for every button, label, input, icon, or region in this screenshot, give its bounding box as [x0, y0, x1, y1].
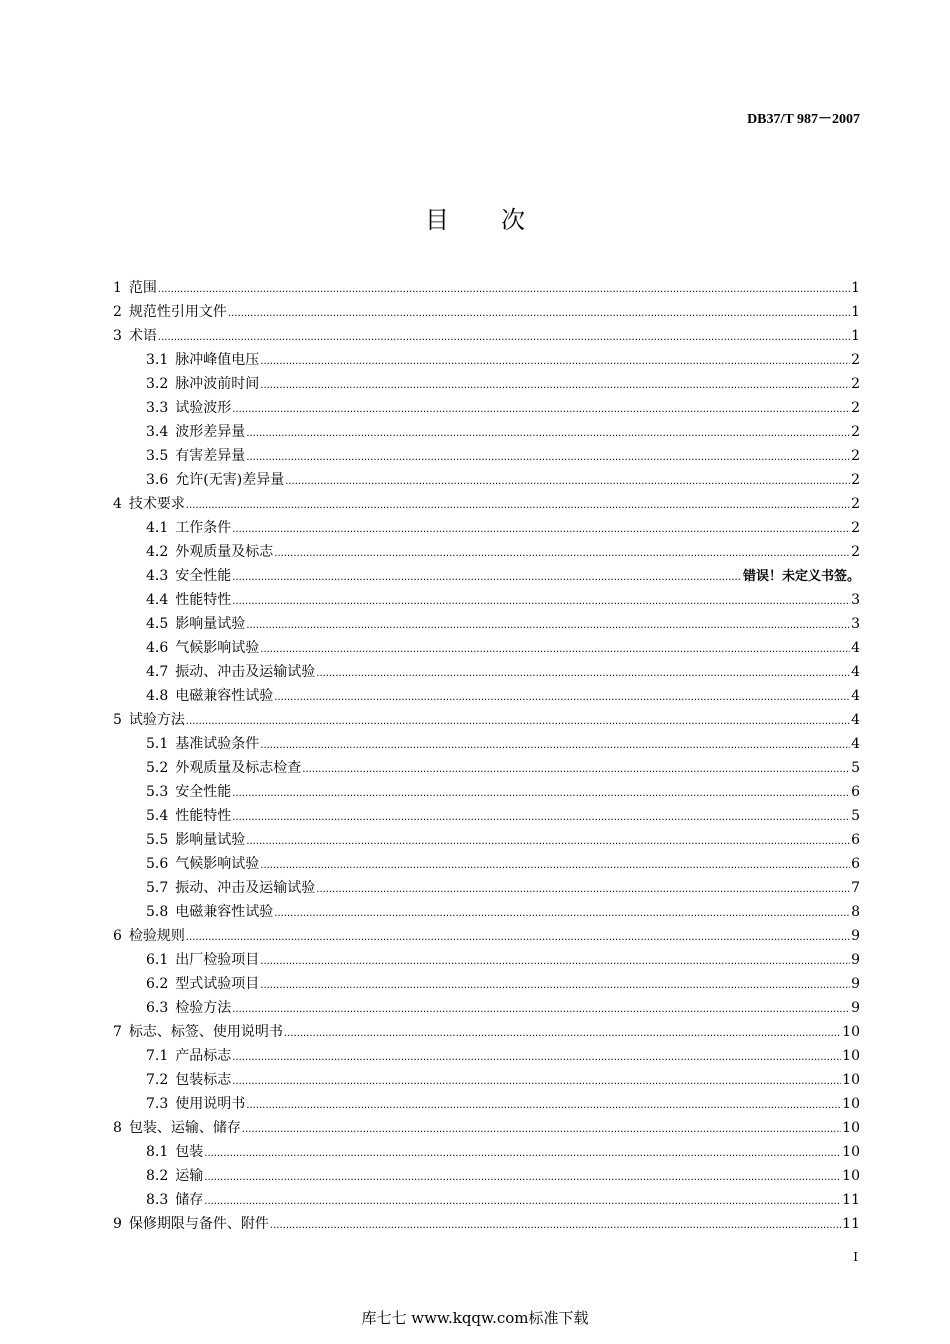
toc-entry[interactable]	[113, 828, 860, 852]
toc-entry-page: 9	[851, 952, 860, 968]
toc-entry[interactable]	[113, 468, 860, 492]
toc-entry[interactable]	[113, 300, 860, 324]
toc-entry-page: 4	[851, 664, 860, 680]
toc-entry-page: 1	[851, 328, 860, 344]
toc-entry-label: 气候影响试验	[175, 640, 260, 656]
toc-leader-dots	[246, 614, 850, 638]
toc-entry[interactable]	[113, 1164, 860, 1188]
toc-entry[interactable]	[113, 708, 860, 732]
toc-entry[interactable]	[113, 804, 860, 828]
toc-entry[interactable]	[113, 732, 860, 756]
toc-entry-page: 6	[851, 832, 860, 848]
toc-entry-page: 2	[851, 448, 860, 464]
toc-leader-dots	[274, 902, 850, 926]
footer-watermark: 库七七 www.kqqw.com标准下载	[361, 1309, 589, 1327]
toc-entry-label: 脉冲峰值电压	[175, 352, 260, 368]
toc-entry[interactable]	[113, 1020, 860, 1044]
toc-entry-label: 性能特性	[175, 808, 232, 824]
toc-leader-dots	[284, 1022, 841, 1046]
toc-entry-page: 8	[851, 904, 860, 920]
toc-entry-number: 4.2	[146, 544, 169, 560]
toc-entry-label: 标志、标签、使用说明书	[128, 1024, 283, 1040]
toc-leader-dots	[316, 878, 850, 902]
toc-entry-page: 3	[851, 616, 860, 632]
toc-entry-page: 7	[851, 880, 860, 896]
toc-entry-label: 外观质量及标志	[175, 544, 274, 560]
toc-entry-page: 4	[851, 640, 860, 656]
toc-entry-label: 性能特性	[175, 592, 232, 608]
toc-entry-label: 电磁兼容性试验	[175, 904, 274, 920]
toc-entry-label: 技术要求	[128, 496, 185, 512]
toc-leader-dots	[270, 1214, 841, 1238]
toc-entry-error-text: 错误！未定义书签。	[742, 569, 860, 584]
toc-leader-dots	[158, 326, 850, 350]
toc-entry[interactable]	[113, 588, 860, 612]
toc-entry-page: 5	[851, 808, 860, 824]
toc-leader-dots	[204, 1142, 841, 1166]
toc-leader-dots	[204, 1190, 841, 1214]
toc-entry-label: 安全性能	[175, 568, 232, 584]
toc-entry-page: 11	[842, 1216, 860, 1232]
toc-leader-dots	[285, 470, 850, 494]
toc-entry[interactable]	[113, 1044, 860, 1068]
toc-entry[interactable]	[113, 1188, 860, 1212]
toc-entry[interactable]	[113, 684, 860, 708]
toc-entry[interactable]	[113, 492, 860, 516]
toc-entry-number: 4.6	[146, 640, 169, 656]
toc-entry[interactable]	[113, 996, 860, 1020]
toc-leader-dots	[232, 782, 850, 806]
toc-entry[interactable]	[113, 324, 860, 348]
toc-entry-page: 10	[842, 1120, 860, 1136]
toc-entry-number: 4.3	[146, 568, 169, 584]
toc-leader-dots	[260, 638, 850, 662]
toc-leader-dots	[232, 590, 850, 614]
toc-entry-number: 4.5	[146, 616, 169, 632]
toc-entry[interactable]	[113, 636, 860, 660]
toc-entry-label: 检验方法	[175, 1000, 232, 1016]
toc-leader-dots	[158, 278, 850, 302]
toc-leader-dots	[186, 710, 850, 734]
toc-entry-page: 2	[851, 352, 860, 368]
toc-entry-label: 保修期限与备件、附件	[128, 1216, 269, 1232]
toc-leader-dots	[302, 758, 850, 782]
toc-entry-number: 5.7	[146, 880, 169, 896]
toc-entry-page: 9	[851, 1000, 860, 1016]
toc-entry-label: 出厂检验项目	[175, 952, 260, 968]
toc-entry-page: 2	[851, 424, 860, 440]
toc-entry[interactable]	[113, 972, 860, 996]
toc-entry-label: 使用说明书	[175, 1096, 246, 1112]
toc-entry-page: 2	[851, 472, 860, 488]
toc-entry-page: 2	[851, 496, 860, 512]
toc-leader-dots	[260, 350, 850, 374]
toc-leader-dots	[246, 446, 850, 470]
toc-entry-number: 7.3	[146, 1096, 169, 1112]
toc-entry-label: 电磁兼容性试验	[175, 688, 274, 704]
toc-entry-number: 3.5	[146, 448, 169, 464]
toc-entry-label: 安全性能	[175, 784, 232, 800]
toc-entry[interactable]	[113, 900, 860, 924]
toc-entry-label: 型式试验项目	[175, 976, 260, 992]
toc-entry-number: 5	[113, 712, 122, 728]
toc-entry-number: 5.4	[146, 808, 169, 824]
toc-entry-number: 5.6	[146, 856, 169, 872]
toc-entry-page: 10	[842, 1072, 860, 1088]
toc-entry-page: 4	[851, 688, 860, 704]
toc-entry-page: 4	[851, 712, 860, 728]
toc-leader-dots	[260, 974, 850, 998]
toc-entry-label: 试验方法	[128, 712, 185, 728]
toc-entry-label: 有害差异量	[175, 448, 246, 464]
toc-entry[interactable]	[113, 756, 860, 780]
toc-entry-number: 3	[113, 328, 122, 344]
toc-entry[interactable]	[113, 444, 860, 468]
toc-entry-label: 允许(无害)差异量	[175, 472, 285, 488]
toc-entry-number: 6.3	[146, 1000, 169, 1016]
toc-entry-number: 5.8	[146, 904, 169, 920]
toc-entry[interactable]	[113, 516, 860, 540]
toc-entry[interactable]	[113, 276, 860, 300]
toc-entry-label: 包装、运输、储存	[128, 1120, 241, 1136]
toc-entry-page: 10	[842, 1024, 860, 1040]
toc-entry-number: 5.2	[146, 760, 169, 776]
toc-entry-number: 8.1	[146, 1144, 169, 1160]
toc-leader-dots	[242, 1118, 841, 1142]
toc-entry[interactable]	[113, 876, 860, 900]
toc-entry-label: 检验规则	[128, 928, 185, 944]
toc-entry-number: 5.5	[146, 832, 169, 848]
toc-entry-label: 规范性引用文件	[128, 304, 227, 320]
toc-entry-number: 3.6	[146, 472, 169, 488]
toc-entry-number: 4	[113, 496, 122, 512]
toc-leader-dots	[232, 566, 742, 590]
toc-leader-dots	[232, 518, 850, 542]
toc-entry[interactable]	[113, 372, 860, 396]
toc-entry-number: 6.1	[146, 952, 169, 968]
toc-entry-number: 3.1	[146, 352, 169, 368]
toc-entry-number: 7.2	[146, 1072, 169, 1088]
toc-entry-number: 5.3	[146, 784, 169, 800]
toc-entry-page: 2	[851, 376, 860, 392]
toc-entry-label: 术语	[128, 328, 157, 344]
toc-entry[interactable]	[113, 852, 860, 876]
toc-entry[interactable]	[113, 1116, 860, 1140]
toc-entry-number: 8.3	[146, 1192, 169, 1208]
toc-entry-page: 9	[851, 928, 860, 944]
toc-entry-label: 包装	[175, 1144, 204, 1160]
toc-entry-number: 7.1	[146, 1048, 169, 1064]
document-id: DB37/T 987－2007	[747, 112, 860, 127]
toc-leader-dots	[186, 926, 850, 950]
toc-leader-dots	[260, 950, 850, 974]
toc-entry-label: 振动、冲击及运输试验	[175, 664, 316, 680]
toc-entry-page: 2	[851, 544, 860, 560]
toc-entry-page: 1	[851, 280, 860, 296]
toc-leader-dots	[232, 1046, 841, 1070]
toc-entry-number: 4.4	[146, 592, 169, 608]
toc-entry[interactable]	[113, 540, 860, 564]
toc-entry-label: 储存	[175, 1192, 204, 1208]
toc-leader-dots	[204, 1166, 841, 1190]
table-of-contents	[113, 276, 860, 1236]
toc-entry-page: 11	[842, 1192, 860, 1208]
toc-entry[interactable]	[113, 1068, 860, 1092]
toc-entry-label: 影响量试验	[175, 616, 246, 632]
toc-entry-page: 10	[842, 1168, 860, 1184]
toc-entry-page: 9	[851, 976, 860, 992]
toc-entry-number: 8.2	[146, 1168, 169, 1184]
toc-leader-dots	[232, 398, 850, 422]
toc-entry-number: 4.1	[146, 520, 169, 536]
toc-leader-dots	[232, 998, 850, 1022]
toc-entry-page: 10	[842, 1096, 860, 1112]
toc-entry-label: 外观质量及标志检查	[175, 760, 302, 776]
toc-leader-dots	[260, 854, 850, 878]
toc-entry[interactable]	[113, 1140, 860, 1164]
toc-leader-dots	[316, 662, 850, 686]
toc-entry-number: 3.4	[146, 424, 169, 440]
toc-entry[interactable]	[113, 924, 860, 948]
toc-entry[interactable]	[113, 564, 860, 588]
toc-entry[interactable]	[113, 948, 860, 972]
toc-leader-dots	[246, 1094, 841, 1118]
toc-leader-dots	[260, 734, 850, 758]
toc-entry-label: 试验波形	[175, 400, 232, 416]
toc-entry-number: 6.2	[146, 976, 169, 992]
toc-entry-label: 波形差异量	[175, 424, 246, 440]
toc-entry-label: 气候影响试验	[175, 856, 260, 872]
toc-leader-dots	[186, 494, 850, 518]
toc-entry-number: 1	[113, 280, 122, 296]
toc-entry-number: 3.3	[146, 400, 169, 416]
toc-entry-page: 10	[842, 1144, 860, 1160]
toc-entry[interactable]	[113, 780, 860, 804]
toc-entry-number: 8	[113, 1120, 122, 1136]
toc-entry-page: 2	[851, 520, 860, 536]
toc-leader-dots	[274, 542, 850, 566]
page-number: I	[853, 1250, 858, 1264]
toc-leader-dots	[232, 1070, 841, 1094]
toc-entry-page: 6	[851, 784, 860, 800]
toc-entry-number: 4.7	[146, 664, 169, 680]
toc-entry-number: 9	[113, 1216, 122, 1232]
toc-entry-page: 2	[851, 400, 860, 416]
toc-entry-number: 2	[113, 304, 122, 320]
toc-entry-number: 3.2	[146, 376, 169, 392]
toc-entry-page: 3	[851, 592, 860, 608]
toc-entry-label: 范围	[128, 280, 157, 296]
page-title: 目次	[425, 206, 577, 234]
toc-entry-page: 4	[851, 736, 860, 752]
toc-entry-number: 5.1	[146, 736, 169, 752]
toc-entry-label: 运输	[175, 1168, 204, 1184]
toc-entry-page: 5	[851, 760, 860, 776]
toc-entry[interactable]	[113, 1092, 860, 1116]
toc-entry-label: 影响量试验	[175, 832, 246, 848]
toc-entry-number: 4.8	[146, 688, 169, 704]
toc-leader-dots	[274, 686, 850, 710]
toc-leader-dots	[260, 374, 850, 398]
toc-entry[interactable]	[113, 348, 860, 372]
toc-entry[interactable]	[113, 420, 860, 444]
toc-entry-label: 脉冲波前时间	[175, 376, 260, 392]
toc-entry[interactable]	[113, 396, 860, 420]
toc-entry-page: 10	[842, 1048, 860, 1064]
toc-entry[interactable]	[113, 612, 860, 636]
toc-entry-page: 1	[851, 304, 860, 320]
toc-leader-dots	[246, 422, 850, 446]
toc-entry-label: 产品标志	[175, 1048, 232, 1064]
toc-entry-number: 6	[113, 928, 122, 944]
toc-entry[interactable]	[113, 660, 860, 684]
toc-entry-label: 基准试验条件	[175, 736, 260, 752]
toc-leader-dots	[232, 806, 850, 830]
toc-entry-label: 工作条件	[175, 520, 232, 536]
toc-entry-page: 6	[851, 856, 860, 872]
toc-entry-label: 振动、冲击及运输试验	[175, 880, 316, 896]
toc-leader-dots	[246, 830, 850, 854]
toc-entry-number: 7	[113, 1024, 122, 1040]
toc-entry-label: 包装标志	[175, 1072, 232, 1088]
toc-entry[interactable]	[113, 1212, 860, 1236]
toc-leader-dots	[228, 302, 850, 326]
